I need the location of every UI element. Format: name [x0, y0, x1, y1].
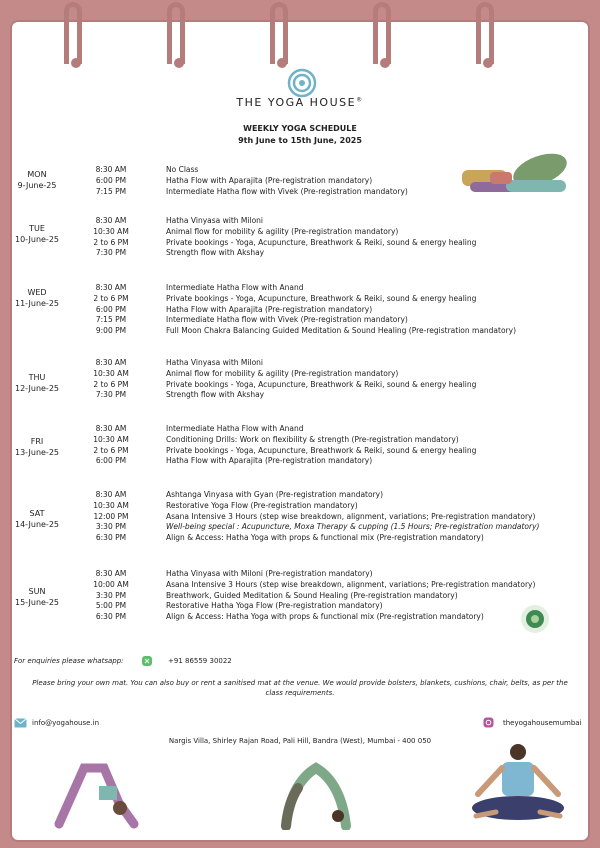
classes-thu: Hatha Vinyasa with Miloni Animal flow for mobility & agility (Pre-registration mandatory) Private bookings - Yoga, Acupuncture, Breathwork & Reiki, sound & energy healing Strength flow with Akshay [166, 358, 477, 400]
binder-ring [476, 2, 494, 64]
classes-wed: Intermediate Hatha Flow with Anand Private bookings - Yoga, Acupuncture, Breathwork & Reiki, sound & energy healing Hatha Flow with Aparajita (Pre-registration mandatory) Intermediate Hatha flow with Vivek (Pre-registration mandatory) Full Moon Chakra Balancing Guided Meditation & Sound Healing (Pre-registration mandatory) [166, 283, 517, 336]
day-label-sat: SAT 14-June-25 [15, 509, 59, 529]
day-label-sun: SUN 15-June-25 [15, 587, 59, 607]
instagram-handle[interactable]: theyogahousemumbai [503, 719, 582, 727]
times-mon: 8:30 AM 6:00 PM 7:15 PM [95, 165, 127, 196]
classes-mon: No Class Hatha Flow with Aparajita (Pre-registration mandatory) Intermediate Hatha flow with Vivek (Pre-registration mandatory) [166, 165, 408, 196]
downward-dog-figure-icon [44, 758, 154, 830]
classes-sun: Hatha Vinyasa with Miloni (Pre-registration mandatory) Asana Intensive 3 Hours (step wise breakdown, alignment, variations; Pre-registration mandatory) Breathwork, Guided Meditation & Sound Healing (Pre-registration mandatory) Restorative Hatha Yoga Flow (Pre-registration mandatory) Align & Access: Hatha Yoga with props & functional mix (Pre-registration mandatory) [166, 569, 536, 622]
times-thu: 8:30 AM 10:30 AM 2 to 6 PM 7:30 PM [93, 358, 129, 400]
day-label-tue: TUE 10-June-25 [15, 224, 59, 244]
mat-note: Please bring your own mat. You can also buy or rent a sanitised mat at the venue. We would provide bolsters, blankets, cushions, chair, belts, as per the class requirements. [32, 679, 568, 697]
binder-ring [373, 2, 391, 64]
classes-tue: Hatha Vinyasa with Miloni Animal flow for mobility & agility (Pre-registration mandatory) Private bookings - Yoga, Acupuncture, Breathwork & Reiki, sound & energy healing Strength flow with Akshay [166, 216, 477, 258]
meditating-figure-icon [466, 742, 570, 830]
email-link[interactable]: info@yogahouse.in [32, 719, 100, 727]
instagram-icon [483, 717, 494, 728]
email-icon [14, 718, 27, 728]
day-label-wed: WED 11-June-25 [15, 288, 59, 308]
binder-ring [64, 2, 82, 64]
classes-sat: Ashtanga Vinyasa with Gyan (Pre-registration mandatory) Restorative Yoga Flow (Pre-registration mandatory) Asana Intensive 3 Hours (step wise breakdown, alignment, variations; Pre-registration mandatory) Well-being special : Acupuncture, Moxa Therapy & cupping (1.5 Hours; Pre-registration mandatory) Align & Access: Hatha Yoga with props & functional mix (Pre-registration mandatory) [166, 490, 540, 543]
times-sun: 8:30 AM 10:00 AM 3:30 PM 5:00 PM 6:30 PM [93, 569, 129, 622]
address: Nargis Villa, Shirley Rajan Road, Pali Hill, Bandra (West), Mumbai - 400 050 [168, 737, 432, 745]
brand-name: THE YOGA HOUSE® [236, 96, 364, 109]
spiral-logo-icon [287, 68, 317, 98]
binder-ring [167, 2, 185, 64]
times-tue: 8:30 AM 10:30 AM 2 to 6 PM 7:30 PM [93, 216, 129, 258]
day-label-mon: MON 9-June-25 [17, 170, 57, 190]
times-sat: 8:30 AM 10:30 AM 12:00 PM 3:30 PM 6:30 PM [93, 490, 129, 543]
yoga-mats-icon [460, 150, 570, 200]
whatsapp-icon [141, 655, 153, 667]
wheel-pose-figure-icon [276, 758, 356, 830]
chakra-icon [520, 604, 550, 634]
day-label-thu: THU 12-June-25 [15, 373, 59, 393]
enquiries-label: For enquiries please whatsapp: [14, 657, 124, 665]
whatsapp-number[interactable]: +91 86559 30022 [168, 657, 232, 665]
classes-fri: Intermediate Hatha Flow with Anand Conditioning Drills: Work on flexibility & strength (Pre-registration mandatory) Private bookings - Yoga, Acupuncture, Breathwork & Reiki, sound & energy healing Hatha Flow with Aparajita (Pre-registration mandatory) [166, 424, 477, 466]
page-title: WEEKLY YOGA SCHEDULE 9th June to 15th June, 2025 [238, 124, 362, 145]
day-label-fri: FRI 13-June-25 [15, 437, 59, 457]
times-wed: 8:30 AM 2 to 6 PM 6:00 PM 7:15 PM 9:00 PM [93, 283, 129, 336]
times-fri: 8:30 AM 10:30 AM 2 to 6 PM 6:00 PM [93, 424, 129, 466]
binder-ring [270, 2, 288, 64]
